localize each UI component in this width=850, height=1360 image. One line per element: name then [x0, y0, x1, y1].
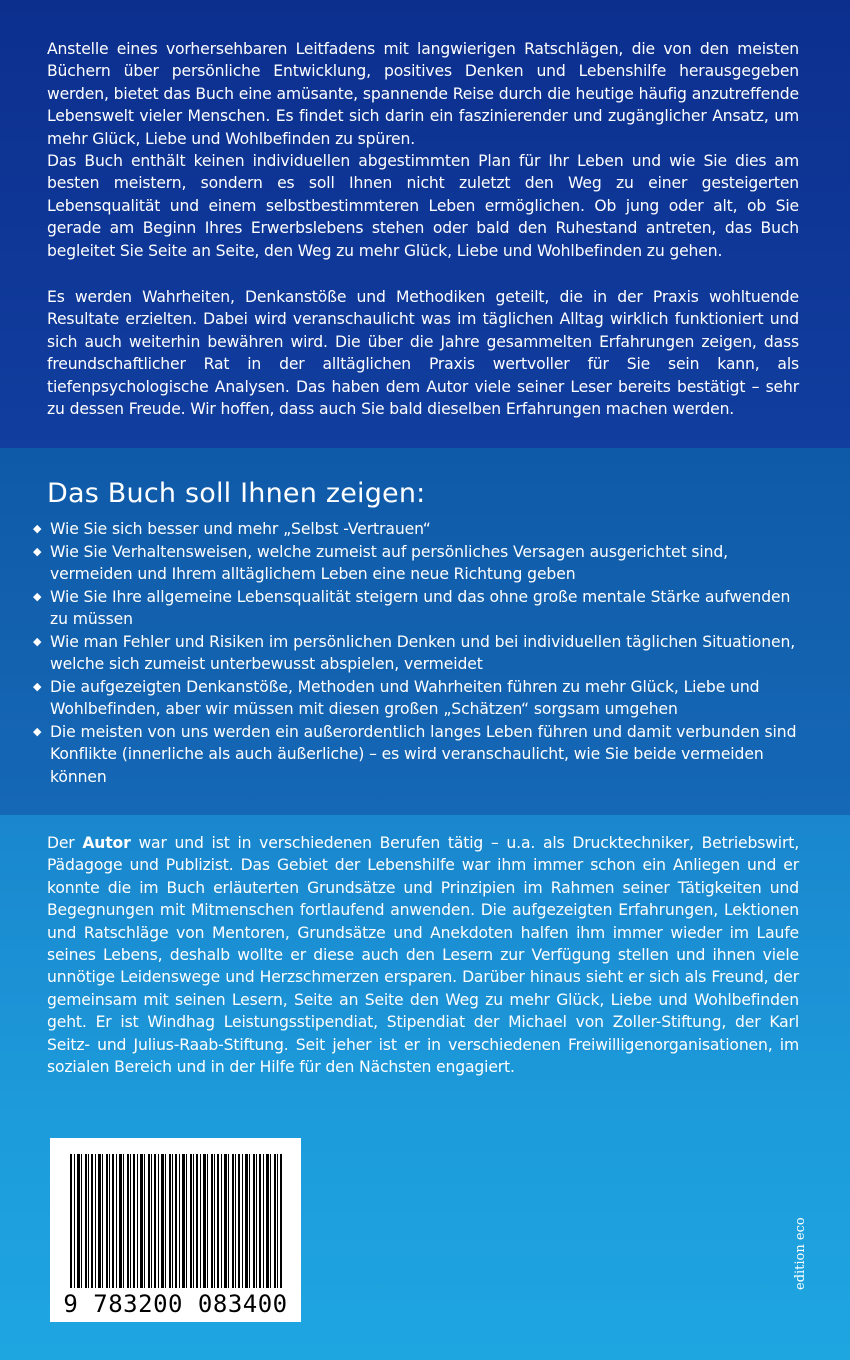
publisher-label: edition eco [793, 1217, 808, 1290]
list-item-text: Wie Sie sich besser und mehr „Selbst -Vertrauen“ [50, 520, 431, 538]
diamond-bullet-icon: ◆ [33, 522, 42, 535]
benefit-list [31, 518, 806, 788]
author-paragraph [47, 832, 799, 1078]
list-item [31, 721, 806, 789]
list-heading: Das Buch soll Ihnen zeigen: [47, 478, 426, 509]
diamond-bullet-icon: ◆ [33, 679, 42, 693]
list-item [31, 586, 806, 631]
author-lead: Der [47, 834, 83, 852]
intro-paragraph-1 [47, 38, 799, 262]
barcode [50, 1138, 301, 1322]
list-item-text: Wie man Fehler und Risiken im persönlichen Denken und bei individuellen täglichen Situationen, welche sich zumeist unterbewusst abspielen, vermeidet [50, 632, 796, 673]
barcode-bars [70, 1154, 284, 1288]
list-item [31, 518, 806, 541]
list-item [31, 676, 806, 721]
list-item [31, 541, 806, 586]
list-item-text: Wie Sie Verhaltensweisen, welche zumeist auf persönliches Versagen ausgerichtet sind, vermeiden und Ihrem alltäglichem Leben eine neue Richtung geben [50, 542, 729, 583]
list-item-text: Die meisten von uns werden ein außerordentlich langes Leben führen und damit verbunden sind Konflikte (innerliche als auch äußerliche) – es wird veranschaulicht, wie Sie beide vermeiden können [50, 722, 797, 786]
intro-paragraph-2: Es werden Wahrheiten, Denkanstöße und Methodiken geteilt, die in der Praxis wohltuende Resultate erzielten. Dabei wird veranschaulicht was im täglichen Alltag wirklich funktioniert und sich auch weiterhin bewähren wird. Die über die Jahre gesammelten Erfahrungen zeigen, dass freundschaftlicher Rat in der alltäglichen Praxis wertvoller für Sie sein kann, als tiefenpsychologische Analysen. Das haben dem Autor viele seiner Leser bereits bestätigt – sehr zu dessen Freude. Wir hoffen, dass auch Sie bald dieselben Erfahrungen machen werden. [47, 288, 799, 419]
diamond-bullet-icon: ◆ [33, 634, 42, 648]
isbn-number: 9 783200 083400 [63, 1290, 288, 1318]
author-label: Autor [82, 834, 131, 852]
list-item-text: Wie Sie Ihre allgemeine Lebensqualität steigern und das ohne große mentale Stärke aufwenden zu müssen [50, 587, 791, 628]
diamond-bullet-icon: ◆ [33, 589, 42, 603]
diamond-bullet-icon: ◆ [33, 724, 42, 738]
intro-paragraph-1a: Anstelle eines vorhersehbaren Leitfadens mit langwierigen Ratschlägen, die von den meisten Büchern über persönliche Entwicklung, positives Denken und Lebenshilfe herausgegeben werden, bietet das Buch eine amüsante, spannende Reise durch die heutige häufig anzutreffende Lebenswelt vieler Menschen. Es findet sich darin ein faszinierender und zugänglicher Ansatz, um mehr Glück, Liebe und Wohlbefinden zu spüren. [47, 40, 799, 148]
intro-paragraph-1b: Das Buch enthält keinen individuellen abgestimmten Plan für Ihr Leben und wie Sie dies am besten meistern, sondern es soll Ihnen nicht zuletzt den Weg zu einer gesteigerten Lebensqualität und einem selbstbestimmteren Leben ermöglichen. Ob jung oder alt, ob Sie gerade am Beginn Ihres Erwerbslebens stehen oder bald den Ruhestand antreten, das Buch begleitet Sie Seite an Seite, den Weg zu mehr Glück, Liebe und Wohlbefinden zu gehen. [47, 152, 799, 260]
diamond-bullet-icon: ◆ [33, 544, 42, 558]
author-text: war und ist in verschiedenen Berufen tätig – u.a. als Drucktechniker, Betriebswirt, Pädagoge und Publizist. Das Gebiet der Lebenshilfe war ihm immer schon ein Anliegen und er konnte die im Buch erläuterten Grundsätze und Prinzipien im Rahmen seiner Tätigkeiten und Begegnungen mit Mitmenschen fortlaufend anwenden. Die aufgezeigten Erfahrungen, Lektionen und Ratschläge von Mentoren, Grundsätze und Anekdoten halfen ihm immer wieder im Laufe seines Lebens, deshalb wollte er diese auch den Lesern zur Verfügung stellen und ihnen viele unnötige Leidenswege und Herzschmerzen ersparen. Darüber hinaus sieht er sich als Freund, der gemeinsam mit seinen Lesern, Seite an Seite den Weg zu mehr Glück, Liebe und Wohlbefinden geht. Er ist Windhag Leistungsstipendiat, Stipendiat der Michael von Zoller-Stiftung, der Karl Seitz- und Julius-Raab-Stiftung. Seit jeher ist er in verschiedenen Freiwilligenorganisationen, im sozialen Bereich und in der Hilfe für den Nächsten engagiert. [47, 834, 800, 1077]
list-item [31, 631, 806, 676]
list-item-text: Die aufgezeigten Denkanstöße, Methoden und Wahrheiten führen zu mehr Glück, Liebe und Wohlbefinden, aber wir müssen mit diesen großen „Schätzen“ sorgsam umgehen [50, 677, 760, 718]
